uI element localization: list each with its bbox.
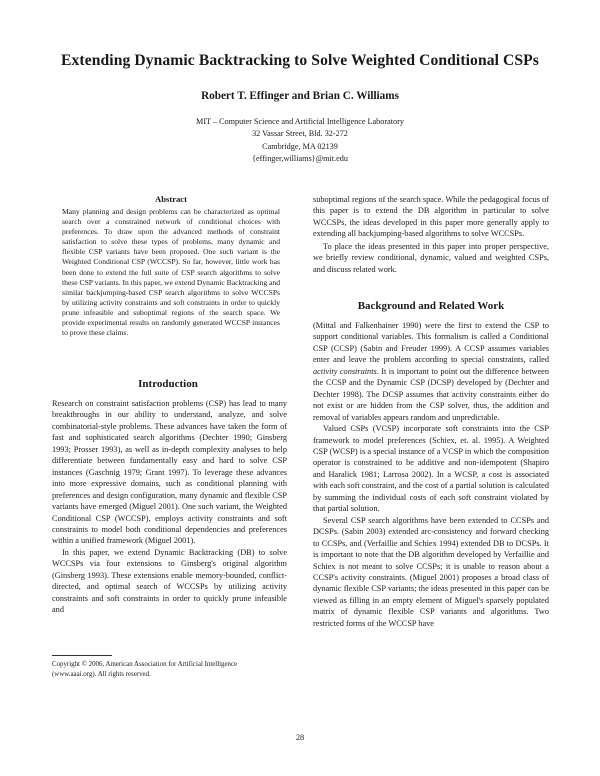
introduction-paragraph-2-continued: suboptimal regions of the search space. While the pedagogical focus of this paper is to extend the DB algorithm in particular to solve WCCSPs, the ideas developed in this paper more generally apply to extending all backjumping-based algorithms to solve WCCSPs. (313, 195, 549, 239)
abstract-heading: Abstract (155, 194, 187, 204)
background-body (313, 320, 549, 629)
paper-authors: Robert T. Effinger and Brian C. Williams (201, 90, 399, 102)
affiliation-institution: MIT – Computer Science and Artificial Intelligence Laboratory (196, 117, 404, 126)
copyright-line-2: (www.aaai.org). All rights reserved. (52, 671, 151, 678)
page-number: 28 (295, 733, 305, 742)
introduction-paragraph-3: To place the ideas presented in this paper into proper perspective, we briefly review conditional, dynamic, valued and weighted CSPs, and discuss related work. (313, 241, 549, 274)
affiliation-city: Cambridge, MA 02139 (262, 141, 338, 151)
introduction-paragraph-1: Research on constraint satisfaction problems (CSP) has lead to many breakthroughs in our ability to understand, analyze, and solve combinatorial-style problems. These advances have taken the form of fast and sophisticated search algorithms (Dechter 1990; Ginsberg 1993; Prosser 1993), as well as in-depth complexity analyses to help differentiate between fundamentally easy and hard to solve CSP instances (Gaschnig 1979; Grant 1997). To leverage these advances into more expressive domains, such as conditional planning with preferences and design configuration, many dynamic and flexible CSP variants have emerged (Miguel 2001). One such variant, the Weighted Conditional CSP (WCCSP), employs activity constraints and soft constraints to model both conditional dependencies and preferences within a unified framework (Miguel 2001). (52, 399, 287, 546)
background-p1-start: (Mittal and Falkenhainer 1990) were the first to extend the CSP to support conditional variables. This formalism is called a Conditional CSP (CCSP) (Sabin and Freuder 1999). A CCSP assumes variables enter and leave the problem according to special constraints, called (313, 321, 549, 365)
footnote-rule (52, 655, 112, 656)
affiliation-block (40, 116, 560, 165)
background-p1-end: . It is important to point out the difference between the CCSP and the Dynamic CSP (DCSP) developed by (Dechter and Dechter 1998). The DCSP assumes that activity constraints either do not exist or are hidden from the CSP solver, thus, the addition and removal of variables appears random and unpredictable. (313, 366, 550, 422)
background-paragraph-1 (313, 320, 549, 423)
background-paragraph-2: Valued CSPs (VCSP) incorporate soft constraints into the CSP framework to model preferences (Schiex, et. al. 1995). A Weighted CSP (WCSP) is a special instance of a VCSP in which the composition operator is constrained to be additive and non-idempotent (Shapiro and Haralick 1981; Larrosa 2002). In a WCSP, a cost is associated with each soft constraint, and the cost of a partial solution is calculated by summing the individual costs of each soft constraint violated by that partial solution. (313, 424, 549, 514)
abstract-text: Many planning and design problems can be characterized as optimal search over a constrained network of conditional choices with preferences. To draw upon the advanced methods of constraint satisfaction to solve these types of problems, many dynamic and flexible CSP variants have been proposed. One such variant is the Weighted Conditional CSP (WCCSP). So far, however, little work has been done to extend the full suite of CSP search algorithms to solve these CSP variants. In this paper, we extend Dynamic Backtracking and similar backjumping-based CSP search algorithms to solve WCCSPs by utilizing activity constraints and soft constraints in order to quickly prune infeasible and suboptimal regions of the search space. We provide experimental results on randomly generated WCCSP instances to prove these claims. (62, 207, 280, 338)
background-heading: Background and Related Work (357, 300, 505, 312)
affiliation-email: {effinger,williams}@mit.edu (252, 153, 348, 163)
background-paragraph-3: Several CSP search algorithms have been extended to CCSPs and DCSPs. (Sabin 2003) extended arc-consistency and forward checking to CCSPs, and (Verfaillie and Schiex 1994) extended DB to DCSPs. It is important to note that the DB algorithm developed by Verfaillie and Schiex is not meant to solve CCSPs; it is unable to reason about a CCSP's activity constraints. (Miguel 2001) proposes a broad class of dynamic flexible CSP variants; the ideas presented in this paper can be viewed as filling in an empty element of Miguel's sparsely populated matrix of dynamic flexible CSP variants and algorithms. Two restricted forms of the WCCSP have (313, 515, 549, 628)
copyright-footnote (52, 660, 284, 680)
activity-constraints-term: activity constraints (313, 366, 377, 376)
copyright-line-1: Copyright © 2006, American Association for Artificial Intelligence (52, 661, 238, 668)
introduction-right-body (313, 194, 549, 275)
affiliation-street: 32 Vassar Street, Bld. 32-272 (252, 129, 348, 139)
paper-title: Extending Dynamic Backtracking to Solve Weighted Conditional CSPs (61, 52, 539, 69)
introduction-left-body (52, 398, 287, 616)
introduction-heading: Introduction (138, 378, 198, 390)
introduction-paragraph-2: In this paper, we extend Dynamic Backtracking (DB) to solve WCCSPs via four extensions to Ginsberg's original algorithm (Ginsberg 1993). These extensions enable memory-bounded, conflict-directed, and optimal search of WCCSPs by utilizing activity constraints and soft constraints in order to quickly prune infeasible and (52, 547, 287, 615)
